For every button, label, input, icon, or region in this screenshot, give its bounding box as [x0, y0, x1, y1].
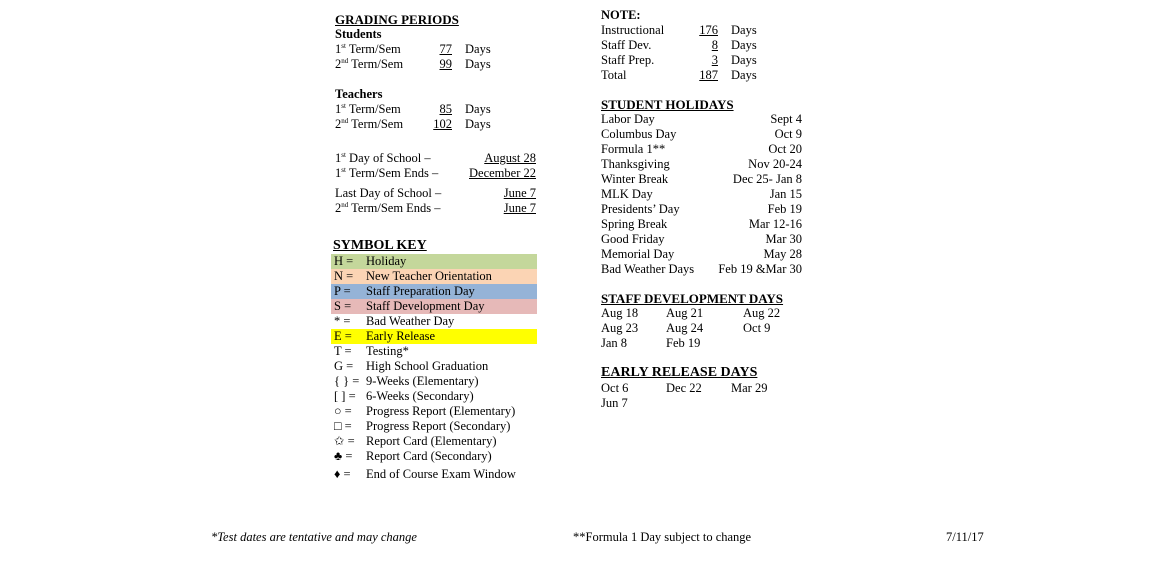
- early-release-date: Oct 6: [601, 381, 629, 395]
- symbol-key-row: [331, 314, 537, 329]
- days-unit: Days: [465, 42, 491, 56]
- staff-development-date: Aug 23: [601, 321, 639, 335]
- symbol-key-row: [331, 419, 537, 434]
- students-label: Students: [335, 27, 382, 41]
- holiday-date: Oct 9: [774, 127, 802, 141]
- symbol-key-row: [331, 344, 537, 359]
- symbol-key-label: Early Release: [366, 329, 436, 343]
- days-unit: Days: [465, 117, 491, 131]
- symbol-key-symbol: N =: [334, 269, 354, 283]
- circle-icon: ○ =: [334, 404, 352, 418]
- last-day-value: June 7: [503, 186, 536, 200]
- holiday-date: May 28: [763, 247, 802, 261]
- symbol-key-row: [331, 374, 537, 389]
- club-icon: ♣ =: [334, 449, 353, 463]
- symbol-key-row: [331, 434, 537, 449]
- note-label: Total: [601, 68, 627, 82]
- holiday-date: Sept 4: [770, 112, 802, 126]
- symbol-key-label: Progress Report (Elementary): [366, 404, 516, 418]
- symbol-key-symbol: [ ] =: [334, 389, 356, 403]
- holiday-name: Formula 1**: [601, 142, 666, 156]
- second-term-ends-label: 2nd Term/Sem Ends –: [335, 200, 441, 215]
- symbol-key-symbol: P =: [334, 284, 351, 298]
- note-title: NOTE:: [601, 8, 641, 22]
- symbol-key-title: SYMBOL KEY: [333, 238, 427, 253]
- holiday-name: Spring Break: [601, 217, 668, 231]
- note-unit: Days: [731, 38, 757, 52]
- note-label: Staff Prep.: [601, 53, 655, 67]
- staff-development-date: Aug 24: [666, 321, 704, 335]
- holiday-name: MLK Day: [601, 187, 653, 201]
- note-label: Instructional: [601, 23, 665, 37]
- symbol-key-symbol: T =: [334, 344, 352, 358]
- holiday-date: Dec 25- Jan 8: [732, 172, 802, 186]
- symbol-key-label: 9-Weeks (Elementary): [366, 374, 479, 388]
- days-unit: Days: [465, 102, 491, 116]
- first-term-ends-value: December 22: [469, 166, 536, 180]
- symbol-key-label: High School Graduation: [366, 359, 489, 373]
- staff-development-title: STAFF DEVELOPMENT DAYS: [601, 291, 784, 306]
- symbol-key-label: Report Card (Secondary): [366, 449, 492, 463]
- first-term-ends-label: 1st Term/Sem Ends –: [335, 165, 439, 180]
- note-value: 3: [711, 53, 718, 67]
- footer-formula-note: **Formula 1 Day subject to change: [573, 530, 752, 544]
- holiday-date: Oct 20: [768, 142, 802, 156]
- students-term-1-days: 77: [439, 42, 452, 56]
- holiday-name: Memorial Day: [601, 247, 675, 261]
- square-icon: □ =: [334, 419, 352, 433]
- holiday-name: Bad Weather Days: [601, 262, 695, 276]
- holiday-name: Presidents’ Day: [601, 202, 680, 216]
- symbol-key-row: [331, 449, 537, 464]
- symbol-key-symbol: E =: [334, 329, 352, 343]
- note-unit: Days: [731, 53, 757, 67]
- symbol-key-label: New Teacher Orientation: [366, 269, 492, 283]
- teachers-term-2: 2nd Term/Sem: [335, 116, 404, 131]
- student-holidays-title: STUDENT HOLIDAYS: [601, 97, 734, 112]
- symbol-key-row: [331, 299, 537, 314]
- second-term-ends-value: June 7: [503, 201, 536, 215]
- note-value: 176: [699, 23, 718, 37]
- symbol-key-label: Staff Development Day: [366, 299, 485, 313]
- holiday-date: Jan 15: [769, 187, 802, 201]
- symbol-key-symbol: G =: [334, 359, 354, 373]
- symbol-key-label: Staff Preparation Day: [366, 284, 475, 298]
- holiday-date: Mar 12-16: [748, 217, 802, 231]
- holiday-name: Good Friday: [601, 232, 665, 246]
- early-release-date: Jun 7: [601, 396, 628, 410]
- symbol-key-row: [331, 269, 537, 284]
- students-term-1: 1st Term/Sem: [335, 41, 401, 56]
- early-release-date: Dec 22: [666, 381, 702, 395]
- teachers-label: Teachers: [335, 87, 383, 101]
- symbol-key-symbol: * =: [334, 314, 351, 328]
- holiday-name: Columbus Day: [601, 127, 677, 141]
- symbol-key-row: [331, 359, 537, 374]
- symbol-key-label: Report Card (Elementary): [366, 434, 497, 448]
- note-label: Staff Dev.: [601, 38, 652, 52]
- teachers-term-1-days: 85: [439, 102, 452, 116]
- holiday-date: Mar 30: [765, 232, 802, 246]
- symbol-key-label: Progress Report (Secondary): [366, 419, 511, 433]
- symbol-key-symbol: S =: [334, 299, 352, 313]
- note-unit: Days: [731, 68, 757, 82]
- holiday-name: Winter Break: [601, 172, 669, 186]
- grading-periods-title: GRADING PERIODS: [335, 12, 459, 27]
- symbol-key-row: [331, 329, 537, 344]
- symbol-key-label: 6-Weeks (Secondary): [366, 389, 474, 403]
- symbol-key-row: [331, 467, 537, 482]
- staff-development-date: Jan 8: [601, 336, 628, 350]
- note-unit: Days: [731, 23, 757, 37]
- symbol-key-symbol: { } =: [334, 374, 360, 388]
- note-value: 187: [699, 68, 718, 82]
- holiday-name: Thanksgiving: [601, 157, 670, 171]
- note-value: 8: [711, 38, 718, 52]
- symbol-key-symbol: H =: [334, 254, 354, 268]
- footer-revision-date: 7/11/17: [946, 530, 984, 544]
- symbol-key-label: End of Course Exam Window: [366, 467, 516, 481]
- footer-test-note: *Test dates are tentative and may change: [211, 530, 417, 544]
- symbol-key-row: [331, 389, 537, 404]
- symbol-key-label: Holiday: [366, 254, 407, 268]
- last-day-label: Last Day of School –: [335, 186, 442, 200]
- first-day-label: 1st Day of School –: [335, 150, 431, 165]
- teachers-term-1: 1st Term/Sem: [335, 101, 401, 116]
- staff-development-date: Oct 9: [743, 321, 771, 335]
- days-unit: Days: [465, 57, 491, 71]
- symbol-key-label: Bad Weather Day: [366, 314, 455, 328]
- teachers-term-2-days: 102: [433, 117, 452, 131]
- holiday-date: Nov 20-24: [748, 157, 802, 171]
- staff-development-date: Aug 18: [601, 306, 639, 320]
- staff-development-date: Feb 19: [666, 336, 701, 350]
- symbol-key-row: [331, 404, 537, 419]
- symbol-key-row: [331, 254, 537, 269]
- symbol-key-row: [331, 284, 537, 299]
- staff-development-date: Aug 21: [666, 306, 704, 320]
- students-term-2: 2nd Term/Sem: [335, 56, 404, 71]
- holiday-date: Feb 19: [767, 202, 802, 216]
- star-icon: ✩ =: [334, 434, 355, 448]
- symbol-key-label: Testing*: [366, 344, 409, 358]
- early-release-title: EARLY RELEASE DAYS: [601, 365, 758, 380]
- students-term-2-days: 99: [439, 57, 452, 71]
- holiday-date: Feb 19 &Mar 30: [718, 262, 802, 276]
- holiday-name: Labor Day: [601, 112, 655, 126]
- early-release-date: Mar 29: [731, 381, 768, 395]
- diamond-icon: ♦ =: [334, 467, 351, 481]
- first-day-value: August 28: [484, 151, 536, 165]
- staff-development-date: Aug 22: [743, 306, 781, 320]
